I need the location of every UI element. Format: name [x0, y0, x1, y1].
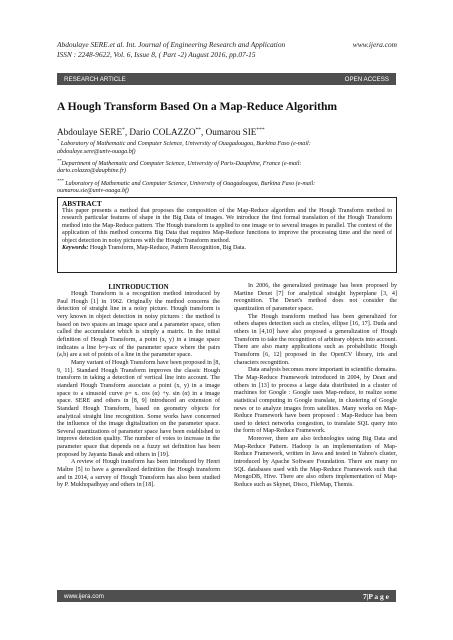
abstract-text: This paper presents a method that proposes the composition of the Map-Reduce algorithm and the Hough Transform method to research particular features of shape in the Big Data of images. We introduce the first formal translation of the Hough Transform method into the Map-Reduce pattern. The Hough transform is applied to one image or to several images in parallel. The context of the application of this method concerns Big Data that requires Map-Reduce functions to improve the processing time and the need of object detection in noisy pictures with the Hough Transform method.: [62, 208, 392, 244]
affiliation: [57, 157, 397, 176]
author-separator: ,: [201, 127, 206, 138]
keywords-text: Hough Transform, Map-Reduce, Pattern Recognition, Big Data.: [88, 245, 246, 252]
affiliation-email: oumarou.sie@univ-ouaga.bf): [57, 188, 129, 195]
keywords-line: [62, 245, 392, 252]
author-list: [57, 124, 397, 138]
journal-citation: Abdoulaye SERE.et al. Int. Journal of Engineering Research and Application: [57, 40, 286, 49]
affiliation: [57, 137, 397, 156]
section-heading: I.INTRODUCTION: [108, 283, 169, 291]
body-paragraph: A review of Hough transform has been introduced by Henri Maître [5] to have a generalized definition the Hough transform and in 2014, a survey of Hough Transform has also been studied by P. Mukhopadhyay and others in [18].: [57, 459, 220, 489]
author-mark: *: [122, 127, 125, 133]
keywords-label: Keywords:: [62, 245, 89, 252]
affiliation-text: Laboratory of Mathematic and Computer Science, University of Ouagadougou, Burkina Faso (e-mail:: [63, 180, 316, 187]
affiliation-mark: ***: [57, 177, 64, 183]
author-name: Abdoulaye SERE: [57, 127, 123, 138]
affiliation-mark: **: [57, 157, 62, 163]
affiliation-text: Laboratory of Mathematic and Computer Science, University of Ouagadougou, Burkina Faso (e-mail:: [59, 141, 311, 148]
footer-website: www.ijera.com: [64, 592, 104, 600]
affiliation-email: abdoulaye.sere@univ-ouaga.bf): [57, 148, 136, 155]
affiliations: [57, 137, 397, 196]
body-paragraph: Many variant of Hough Transform have been proposed in [8, 9, 11]. Standard Hough Transform improves the classic Hough transform in taking a detection of vertical line into account. The standard Hough Transform associate a point (x, y) in a image space to a sinusoid curve ρ= x. cos (α) +y. sin (α) in a image space. SERE and others in [8, 9] introduced an extension of Standard Hough Transform, based on geometry objects for analytical straight line recognition. Some works have concerned the influence of the image digitalization on the parameter space. Several quantizations of parameter space have been established to improve detection quality. The number of votes to increase in the parameter space that depends on a fuzzy set definition has been proposed by Jayanta Basak and others in [19].: [57, 359, 220, 458]
paper-title: A Hough Transform Based On a Map-Reduce Algorithm: [57, 100, 338, 113]
affiliation: [57, 177, 397, 196]
body-paragraph: Hough Transform is a recognition method introduced by Paul Hough [1] in 1962. Originally the method concerns the detection of straight line in a noisy picture. Hough transform is very known in object detection in noisy pictures : the method is based on two spaces an image space and a parameter space, often called the accumulator which is simply a matrix. In the initial definition of Hough Transform, a point (x, y) in a image space indicates a line b=y-ax of the parameter space where the pairs (a,b) are a set of points of a line in the parameter space.: [57, 291, 220, 359]
author-mark: **: [195, 127, 202, 133]
affiliation-text: Department of Mathematic and Computer Science, University of Paris-Dauphine, France (e-mail:: [61, 160, 302, 167]
abstract-heading: ABSTRACT: [62, 199, 102, 208]
author-name: Oumarou SIE: [205, 127, 257, 138]
body-paragraph: In 2006, the generalized preimage has been proposed by Martine Dexet [7] for analytical straight hyperplane [3, 4] recognition. The Dexet's method does not consider the quantization of parameter space.: [234, 283, 397, 312]
access-label: OPEN ACCESS: [344, 75, 389, 83]
right-column: [234, 283, 397, 490]
page-number: 7|P a g e: [362, 591, 389, 601]
journal-issn: ISSN : 2248-9622, Vol. 6, Issue 8, ( Part -2) August 2016, pp.07-15: [57, 50, 256, 59]
article-type-band: [57, 73, 396, 85]
journal-website: www.ijera.com: [352, 40, 397, 49]
author-name: Dario COLAZZO: [129, 127, 196, 138]
author-mark: ***: [256, 127, 265, 133]
affiliation-email: dario.colazzo@dauphine.fr): [57, 168, 126, 175]
body-paragraph: Moreover, there are also technologies using Big Data and Map-Reduce Pattern. Hadoop is an implementation of Map-Reduce Framework, written in Java and tested in Yahoo's cluster, introduced by Apache Software Foundation. There are many no SQL databases used with the Map-Reduce Framework such that MongoDB, Hive. There are also others implementation of Map-Reduce such as Skynet, Disco, FileMap, Themis.: [234, 436, 397, 489]
article-type-label: RESEARCH ARTICLE: [64, 75, 126, 83]
author-separator: ,: [124, 127, 130, 138]
left-column: [57, 283, 220, 490]
footer-band: [57, 590, 396, 602]
body-paragraph: The Hough transform method has been generalized for others shapes detection such as circles, ellipse [16, 17]. Duda and others in [4,10] have also proposed a generalization of Hough Transform to take the recognition of arbitrary objects into account. There are also many applications such as probabilistic Hough Transform [6, 12] proposed in the OpenCV library, iris and characters recognition.: [234, 313, 397, 366]
abstract-box: [57, 197, 397, 273]
journal-header: [57, 40, 397, 60]
affiliation-mark: *: [57, 138, 60, 143]
body-paragraph: Data analysis becomes more important in scientific domains. The Map-Reduce Framework introduced in 2004, by Dean and others in [13] to process a large data distributed in a cluster of machines for Google : Google uses Map-reduce, to realize some statistical computing in Google translate, in clustering of Google news or to analyze images from satellites. Many works on Map-Reduce Framework have been proposed : Map-Reduce has been used to detect networks congestion, to translate SQL query into the form of Map-Reduce Framework.: [234, 367, 397, 435]
